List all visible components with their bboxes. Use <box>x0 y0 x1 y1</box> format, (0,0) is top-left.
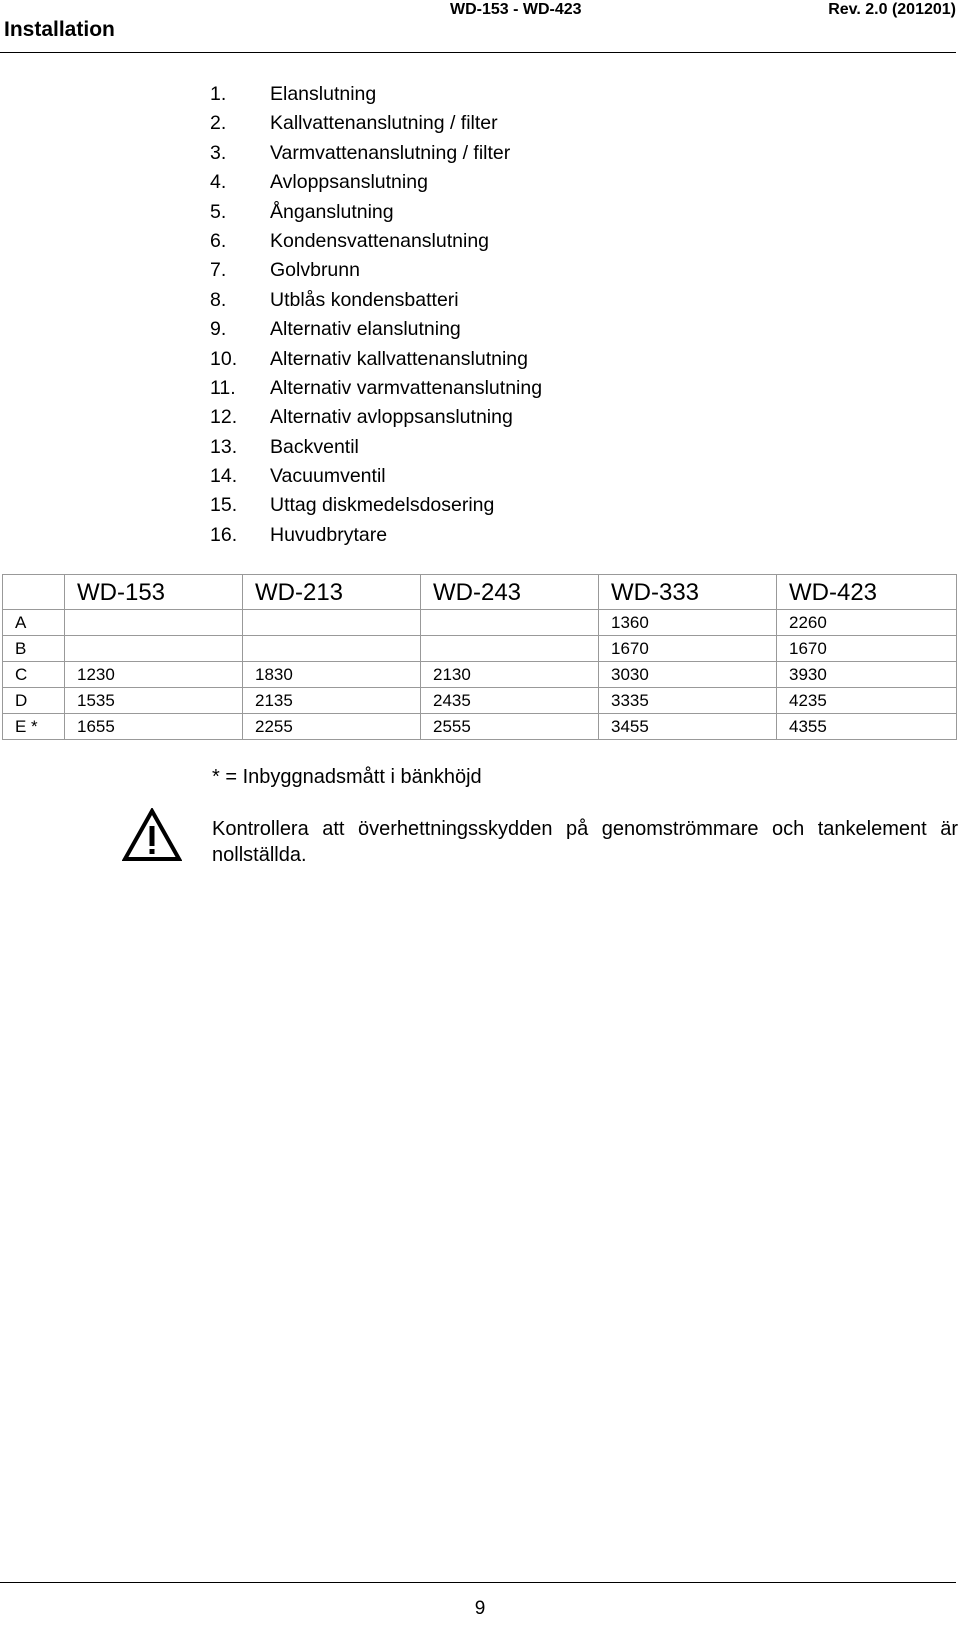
table-cell: 1670 <box>777 636 957 662</box>
table-cell <box>421 636 599 662</box>
legend-item <box>210 403 542 432</box>
legend-text: Huvudbrytare <box>270 523 388 546</box>
legend-item <box>210 521 542 550</box>
legend-text: Ånganslutning <box>270 200 394 223</box>
legend-number: 12. <box>210 406 238 429</box>
legend-item <box>210 286 542 315</box>
model-range: WD-153 - WD-423 <box>450 1 582 18</box>
legend-item <box>210 374 542 403</box>
column-header: WD-243 <box>421 575 599 610</box>
legend-item <box>210 256 542 285</box>
table-cell: 1230 <box>65 662 243 688</box>
row-label: D <box>3 688 65 714</box>
table-cell <box>243 636 421 662</box>
legend-text: Kallvattenanslutning / filter <box>270 112 498 135</box>
table-row <box>3 714 957 740</box>
table-footnote: * = Inbyggnadsmått i bänkhöjd <box>212 766 482 788</box>
legend-number: 11. <box>210 376 236 399</box>
legend-text: Alternativ varmvattenanslutning <box>270 376 543 399</box>
table-cell <box>243 610 421 636</box>
page-header <box>0 0 960 52</box>
legend-number: 14. <box>210 465 238 488</box>
table-cell <box>65 636 243 662</box>
legend-number: 3. <box>210 141 227 164</box>
table-cell: 3030 <box>599 662 777 688</box>
table-cell: 1535 <box>65 688 243 714</box>
legend-number: 4. <box>210 171 227 194</box>
table-cell: 2135 <box>243 688 421 714</box>
table-row <box>3 662 957 688</box>
table-cell: 4355 <box>777 714 957 740</box>
legend-item <box>210 109 542 138</box>
legend-number: 5. <box>210 200 227 223</box>
table-cell: 2260 <box>777 610 957 636</box>
legend-text: Elanslutning <box>270 83 377 105</box>
legend-text: Alternativ avloppsanslutning <box>270 406 513 429</box>
row-label: B <box>3 636 65 662</box>
legend-item <box>210 139 542 168</box>
legend-item <box>210 168 542 197</box>
column-header <box>3 575 65 610</box>
revision-label: Rev. 2.0 (201201) <box>828 1 956 18</box>
table-cell: 3455 <box>599 714 777 740</box>
legend-item <box>210 198 542 227</box>
table-cell: 3930 <box>777 662 957 688</box>
row-label: C <box>3 662 65 688</box>
section-title: Installation <box>4 18 115 41</box>
legend-number: 15. <box>210 494 238 517</box>
legend-number: 8. <box>210 288 227 311</box>
connection-legend <box>210 80 542 550</box>
legend-item <box>210 345 542 374</box>
legend-item <box>210 80 542 109</box>
legend-number: 13. <box>210 435 238 458</box>
row-label: A <box>3 610 65 636</box>
legend-text: Avloppsanslutning <box>270 171 428 194</box>
legend-text: Utblås kondensbatteri <box>270 288 459 311</box>
legend-number: 10. <box>210 347 238 370</box>
table-row <box>3 610 957 636</box>
table-cell: 1360 <box>599 610 777 636</box>
legend-number: 7. <box>210 259 227 282</box>
legend-number: 6. <box>210 229 227 252</box>
table-cell: 1655 <box>65 714 243 740</box>
legend-item <box>210 433 542 462</box>
row-label: E * <box>3 714 65 740</box>
column-header: WD-153 <box>65 575 243 610</box>
legend-item <box>210 462 542 491</box>
column-header: WD-423 <box>777 575 957 610</box>
table-row <box>3 688 957 714</box>
table-cell: 2435 <box>421 688 599 714</box>
legend-text: Uttag diskmedelsdosering <box>270 494 495 517</box>
table-cell: 2130 <box>421 662 599 688</box>
footer-divider <box>0 1582 956 1583</box>
warning-text: Kontrollera att överhettningsskydden på genomströmmare och tankelement är nollställda. <box>212 818 958 866</box>
table-row <box>3 636 957 662</box>
legend-text: Alternativ elanslutning <box>270 318 461 341</box>
legend-text: Backventil <box>270 435 359 458</box>
table-cell: 1830 <box>243 662 421 688</box>
page-number: 9 <box>474 1598 486 1619</box>
legend-text: Alternativ kallvattenanslutning <box>270 347 528 370</box>
table-cell <box>65 610 243 636</box>
table-cell: 1670 <box>599 636 777 662</box>
table-cell: 3335 <box>599 688 777 714</box>
column-header: WD-333 <box>599 575 777 610</box>
table-cell: 2555 <box>421 714 599 740</box>
legend-item <box>210 491 542 520</box>
legend-text: Kondensvattenanslutning <box>270 229 490 252</box>
table-cell: 4235 <box>777 688 957 714</box>
warning-triangle-icon <box>122 808 182 862</box>
legend-number: 2. <box>210 112 227 135</box>
legend-item <box>210 227 542 256</box>
legend-number: 9. <box>210 318 227 341</box>
legend-text: Golvbrunn <box>270 259 360 282</box>
table-cell <box>421 610 599 636</box>
legend-text: Vacuumventil <box>270 465 386 488</box>
legend-text: Varmvattenanslutning / filter <box>270 141 511 164</box>
table-cell: 2255 <box>243 714 421 740</box>
table-header-row <box>3 575 957 610</box>
legend-number: 1. <box>210 83 227 105</box>
legend-number: 16. <box>210 523 238 546</box>
header-divider <box>0 52 956 53</box>
column-header: WD-213 <box>243 575 421 610</box>
legend-item <box>210 315 542 344</box>
dimensions-table <box>2 574 957 740</box>
